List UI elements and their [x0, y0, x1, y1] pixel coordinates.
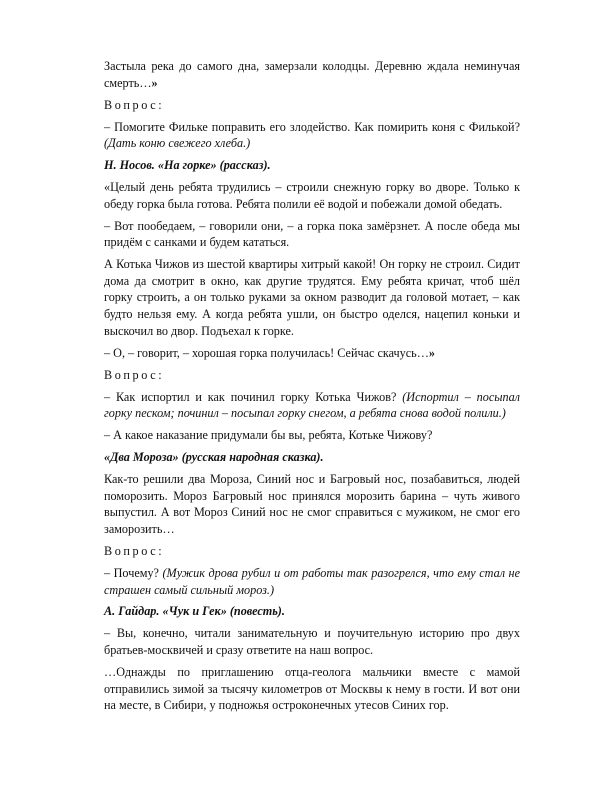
question-label: Вопрос: [104, 367, 165, 382]
paragraph [104, 565, 520, 598]
text-run: «Целый день ребята трудились – строили снежную горку во дворе. Только к обеду горка была готова. Ребята полили её водой и побежали домой обедать. [104, 180, 520, 211]
heading-genre: (повесть). [229, 604, 285, 619]
paragraph [104, 179, 520, 212]
answer-text: (Мужик дрова рубил и от работы так разогрелся, что ему стал не страшен самый сильный мороз.) [104, 565, 520, 597]
paragraph [104, 218, 520, 251]
text-run: » [151, 75, 158, 90]
text-run: » [428, 345, 436, 360]
text-run: А Котька Чижов из шестой квартиры хитрый какой! Он горку не строил. Сидит дома да смотрит в окно, как другие трудятся. Ему ребята кричат, чтоб шёл горку строить, а он только руками за окном разводит да головой мотает, – как будто нельзя ему. А когда ребята ушли, он быстро оделся, нацепил коньки и выскочил во двор. Подъехал к горке. [104, 257, 520, 338]
question-label: Вопрос: [104, 97, 165, 112]
text-run: Застыла река до самого дна, замерзали колодцы. Деревню ждала неминучая смерть… [104, 59, 520, 90]
text-run: Как-то решили два Мороза, Синий нос и Багровый нос, позабавиться, людей поморозить. Мороз Багровый нос принялся морозить барина – чуть живого выпустил. А вот Мороз Синий нос не смог справиться с мужиком, не смог его заморозить… [104, 472, 520, 536]
paragraph [104, 389, 520, 422]
section-heading [104, 603, 520, 620]
paragraph [104, 119, 520, 152]
heading-genre: (рассказ). [219, 158, 271, 173]
document-page [104, 58, 520, 719]
section-heading [104, 157, 520, 174]
section-heading [104, 449, 520, 466]
question-label: Вопрос: [104, 543, 165, 558]
text-run: – Вы, конечно, читали занимательную и поучительную историю про двух братьев-москвичей и сразу ответите на наш вопрос. [104, 626, 520, 658]
heading-genre: (русская народная сказка). [181, 450, 324, 465]
heading-title: А. Гайдар. «Чук и Гек» [104, 604, 230, 619]
heading-title: «Два Мороза» [104, 450, 182, 465]
text-run: – Почему? [104, 565, 163, 580]
paragraph [104, 664, 520, 714]
paragraph [104, 471, 520, 537]
text-run: – Помогите Фильке поправить его злодейство. Как помирить коня с Филькой? [104, 119, 520, 134]
text-run: – О, – говорит, – хорошая горка получилась! Сейчас скачусь… [104, 345, 429, 360]
text-run: – Как испортил и как починил горку Котька Чижов? [104, 389, 403, 404]
text-run: …Однажды по приглашению отца-геолога мальчики вместе с мамой отправились зимой за тысячу километров от Москвы к нему в гости. И вот они на месте, в Сибири, у подножья остроконечных утесов Синих гор. [104, 665, 520, 713]
paragraph [104, 58, 520, 91]
paragraph [104, 427, 520, 444]
paragraph [104, 256, 520, 339]
text-run: – Вот пообедаем, – говорили они, – а горка пока замёрзнет. А после обеда мы придём с санками и будем кататься. [104, 218, 520, 250]
paragraph [104, 345, 520, 362]
answer-text: (Дать коню свежего хлеба.) [104, 136, 251, 151]
text-run: – А какое наказание придумали бы вы, ребята, Котьке Чижову? [104, 428, 433, 443]
paragraph [104, 625, 520, 658]
heading-title: Н. Носов. «На горке» [104, 158, 220, 173]
answer-text: (Испортил – посыпал горку песком; починил – посыпал горку снегом, а ребята снова водой полили.) [104, 389, 520, 421]
